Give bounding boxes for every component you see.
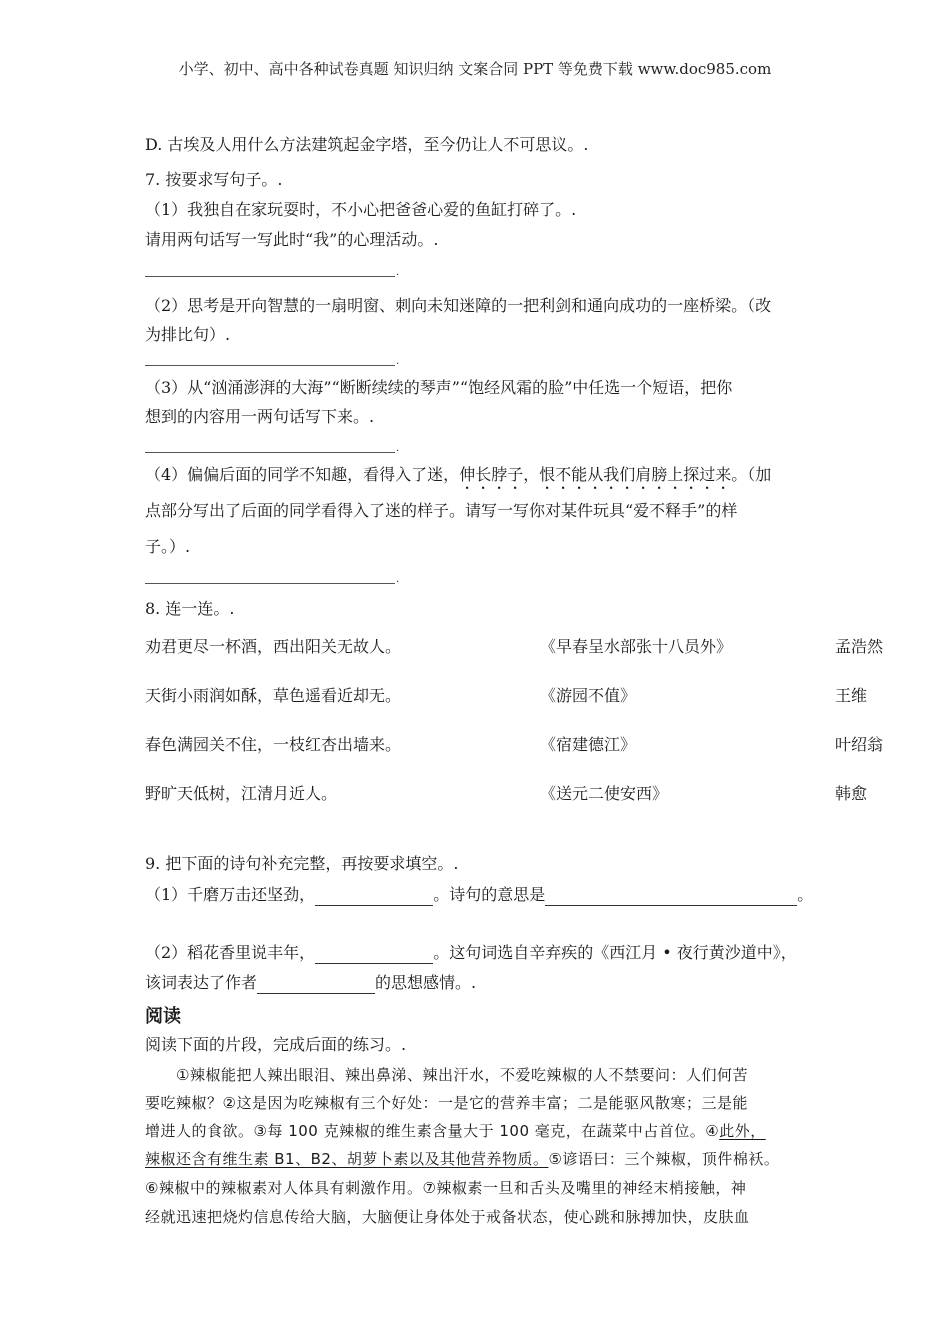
q8-title: 8. 连一连。. [145,599,235,618]
q7-part1-answer-line[interactable] [145,276,395,277]
q8-title-2[interactable]: 《游园不值》 [540,686,637,705]
q8-poem-4[interactable]: 野旷天低树，江清月近人。 [145,784,338,803]
reading-heading: 阅读 [145,1006,181,1027]
q9-part2-blank-2[interactable] [257,977,375,994]
q8-author-1[interactable]: 孟浩然 [835,637,884,656]
q8-poem-3[interactable]: 春色满园关不住，一枝红杏出墙来。 [145,735,402,754]
q7-part4-line1-suffix: 。（加 [731,465,772,484]
q7-part4-blank-end: . [396,574,400,585]
q7-part3-line2: 想到的内容用一两句话写下来。. [145,407,375,426]
passage-line-5: ⑥辣椒中的辣椒素对人体具有刺激作用。⑦辣椒素一旦和舌头及嘴里的神经末梢接触，神 [145,1179,747,1197]
q8-poem-1[interactable]: 劝君更尽一杯酒，西出阳关无故人。 [145,637,402,656]
q9-part1-end: 。 [797,885,814,904]
q9-part1-blank-1[interactable] [315,889,433,906]
q9-part2-prompt: （2）稻花香里说丰年， [145,943,316,962]
q7-part3-blank-end: . [396,443,400,454]
reading-instruction: 阅读下面的片段，完成后面的练习。. [145,1035,407,1054]
q7-part3-line1: （3）从“汹涌澎湃的大海”“断断续续的琴声”“饱经风霜的脸”中任选一个短语，把你 [145,378,733,397]
q9-part2-line2-suffix: 的思想感情。. [375,973,477,992]
q7-part2-line2: 为排比句）. [145,325,231,344]
passage-line-1: ①辣椒能把人辣出眼泪、辣出鼻涕、辣出汗水，不爱吃辣椒的人不禁要问：人们何苦 [176,1066,748,1084]
passage-line-6: 经就迅速把烧灼信息传给大脑，大脑便让身体处于戒备状态，使心跳和脉搏加快，皮肤血 [145,1208,750,1226]
q7-part4-answer-line[interactable] [145,583,395,584]
passage-line-2: 要吃辣椒？②这是因为吃辣椒有三个好处：一是它的营养丰富；二是能驱风散寒；三是能 [145,1094,748,1112]
passage-line-4-text: ⑤谚语曰：三个辣椒，顶件棉袄。 [548,1150,780,1168]
q7-part4-line2: 点部分写出了后面的同学看得入了迷的样子。请写一写你对某件玩具“爱不释手”的样 [145,501,738,520]
passage-line-3 [145,1120,766,1141]
q8-poem-2[interactable]: 天街小雨润如酥，草色遥看近却无。 [145,686,402,705]
q7-part4-line3: 子。）. [145,537,191,556]
q7-part4-line1-prefix: （4）偏偏后面的同学不知趣，看得入了迷， [145,465,460,484]
q7-part1-blank-end: . [396,267,400,278]
q7-part1-line2: 请用两句话写一写此时“我”的心理活动。. [145,230,439,249]
q9-part1-prompt: （1）千磨万击还坚劲， [145,885,316,904]
q9-part1-middle: 。诗句的意思是 [433,885,546,904]
q7-part3-answer-line[interactable] [145,452,395,453]
q9-part2-line1 [145,942,797,964]
passage-underlined-sentence: 辣椒还含有维生素 B1、B2、胡萝卜素以及其他营养物质。 [145,1150,549,1168]
q9-part1 [145,884,813,906]
q7-part2-answer-line[interactable] [145,365,395,366]
q8-author-4[interactable]: 韩愈 [835,784,868,803]
q7-part4-emphasized-phrase: 伸长脖子，恨不能从我们肩膀上探过来 [459,465,732,484]
q8-title-4[interactable]: 《送元二使安西》 [540,784,669,803]
q8-author-2[interactable]: 王维 [835,686,868,705]
q9-part1-blank-2[interactable] [545,889,797,906]
q7-part2-blank-end: . [396,356,400,367]
passage-line-3-text: 增进人的食欲。③每 100 克辣椒的维生素含量大于 100 毫克，在蔬菜中占首位。④ [145,1122,720,1140]
q9-part2-line1-rest: 。这句词选自辛弃疾的《西江月 • 夜行黄沙道中》， [433,943,797,962]
q7-part2-line1: （2）思考是开向智慧的一扇明窗、刺向未知迷障的一把利剑和通向成功的一座桥梁。（改 [145,296,772,315]
q8-title-3[interactable]: 《宿建德江》 [540,735,637,754]
q9-part2-blank-1[interactable] [315,947,433,964]
q9-title: 9. 把下面的诗句补充完整，再按要求填空。. [145,854,459,873]
q7-part4-line1 [145,464,771,493]
q7-title: 7. 按要求写句子。. [145,170,283,189]
page-header: 小学、初中、高中各种试卷真题 知识归纳 文案合同 PPT 等免费下载 www.doc985.com [178,60,772,78]
q9-part2-line2 [145,972,476,994]
q6-option-d: D. 古埃及人用什么方法建筑起金字塔，至今仍让人不可思议。. [145,135,589,154]
q8-author-3[interactable]: 叶绍翁 [835,735,884,754]
q7-part1-line1: （1）我独自在家玩耍时，不小心把爸爸心爱的鱼缸打碎了。. [145,200,577,219]
q8-title-1[interactable]: 《早春呈水部张十八员外》 [540,637,733,656]
passage-line-4 [145,1148,779,1169]
q9-part2-line2-prefix: 该词表达了作者 [145,973,258,992]
passage-underlined-start: 此外， [719,1122,766,1140]
